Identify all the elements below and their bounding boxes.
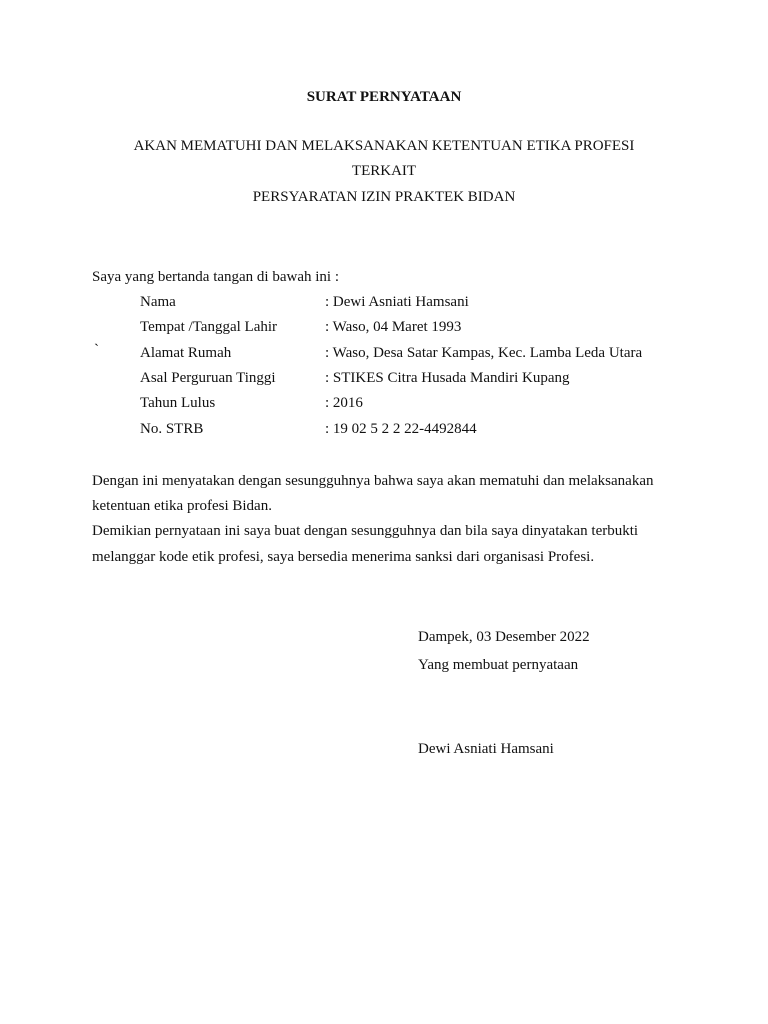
- field-label-tempat-tanggal-lahir: Tempat /Tanggal Lahir: [140, 319, 278, 335]
- intro-text: Saya yang bertanda tangan di bawah ini :: [92, 269, 340, 285]
- field-label-nama: Nama: [140, 294, 176, 310]
- paragraph-line-4: melanggar kode etik profesi, saya bersedia menerima sanksi dari organisasi Profesi.: [92, 549, 595, 565]
- heading-line-1: AKAN MEMATUHI DAN MELAKSANAKAN KETENTUAN ETIKA PROFESI: [133, 138, 635, 154]
- paragraph-line-1: Dengan ini menyatakan dengan sesungguhnya bahwa saya akan mematuhi dan melaksanakan: [92, 473, 654, 489]
- place-date: Dampek, 03 Desember 2022: [418, 629, 590, 645]
- signer-caption: Yang membuat pernyataan: [418, 657, 579, 673]
- field-label-tahun-lulus: Tahun Lulus: [140, 395, 216, 411]
- document-title: SURAT PERNYATAAN: [306, 89, 462, 105]
- field-value-nama: : Dewi Asniati Hamsani: [325, 294, 469, 310]
- paragraph-line-2: ketentuan etika profesi Bidan.: [92, 498, 272, 514]
- field-value-tahun-lulus: : 2016: [325, 395, 363, 411]
- signer-name: Dewi Asniati Hamsani: [418, 741, 554, 757]
- heading-line-3: PERSYARATAN IZIN PRAKTEK BIDAN: [252, 189, 516, 205]
- field-value-asal-perguruan-tinggi: : STIKES Citra Husada Mandiri Kupang: [325, 370, 570, 386]
- field-label-alamat-rumah: Alamat Rumah: [140, 345, 232, 361]
- paragraph-line-3: Demikian pernyataan ini saya buat dengan sesungguhnya dan bila saya dinyatakan terbukti: [92, 523, 639, 539]
- field-value-alamat-rumah: : Waso, Desa Satar Kampas, Kec. Lamba Leda Utara: [325, 345, 643, 361]
- field-value-tempat-tanggal-lahir: : Waso, 04 Maret 1993: [325, 319, 462, 335]
- field-value-no-strb: : 19 02 5 2 2 22-4492844: [325, 421, 477, 437]
- field-label-asal-perguruan-tinggi: Asal Perguruan Tinggi: [140, 370, 276, 386]
- heading-line-2: TERKAIT: [351, 163, 417, 179]
- field-label-no-strb: No. STRB: [140, 421, 204, 437]
- stray-backtick-mark: `: [94, 342, 99, 358]
